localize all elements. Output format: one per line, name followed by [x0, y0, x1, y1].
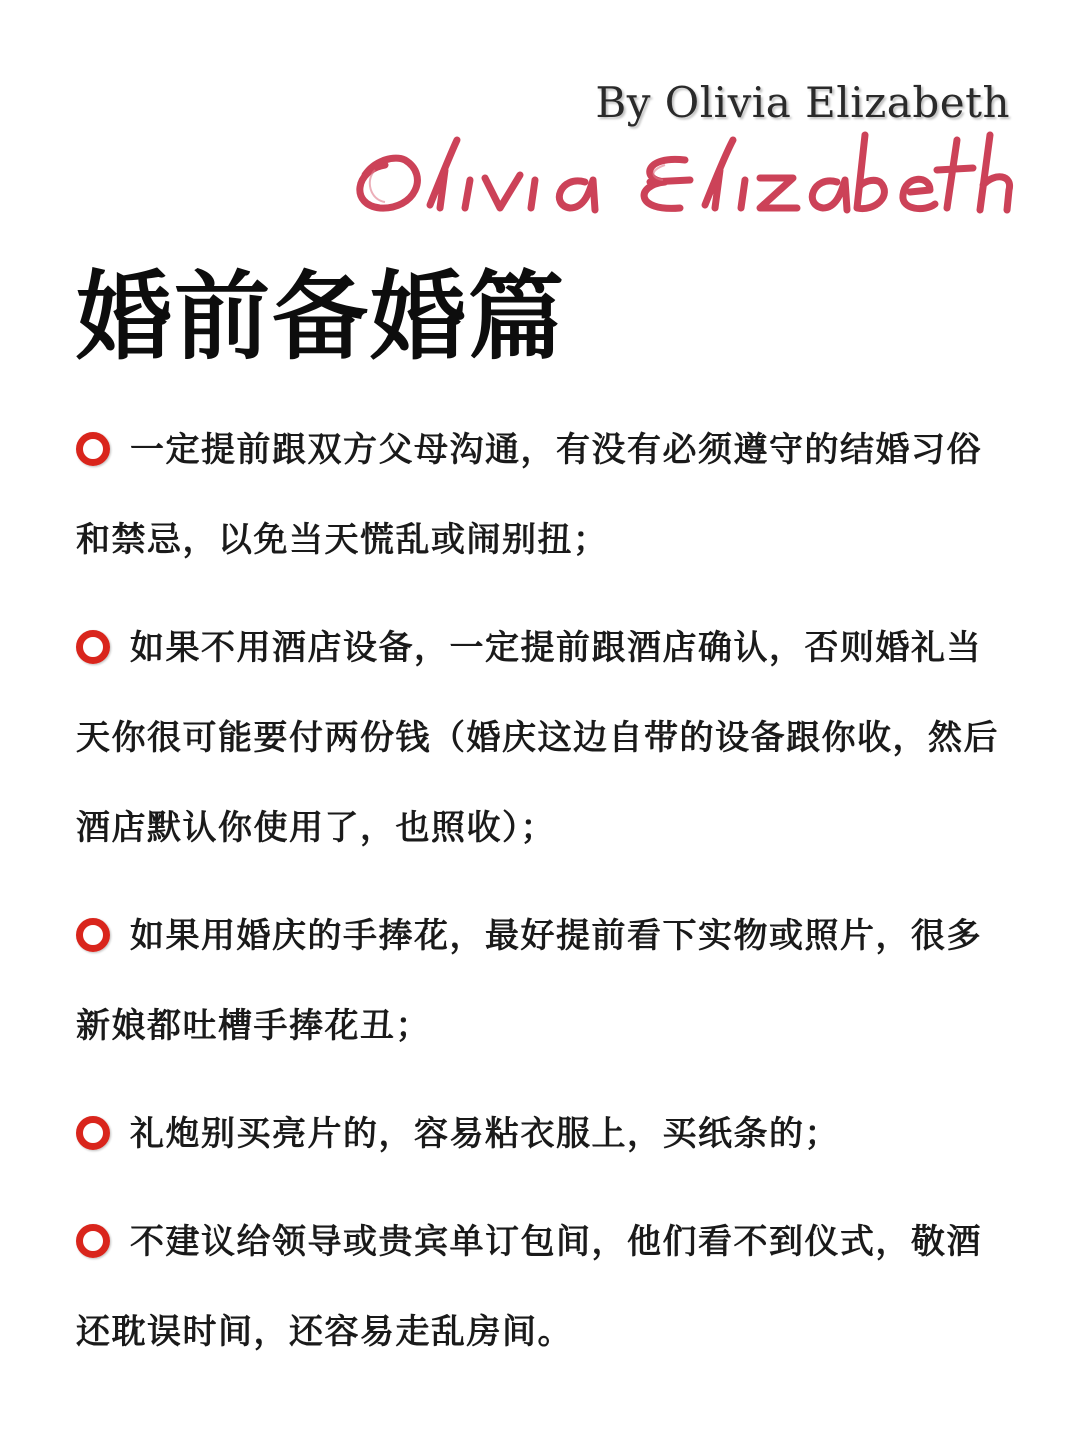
page-title: 婚前备婚篇: [76, 260, 566, 373]
red-ring-icon: [76, 630, 110, 664]
list-item: [76, 1197, 1016, 1377]
list-item: [76, 603, 1016, 873]
list-item-text: 一定提前跟双方父母沟通，有没有必须遵守的结婚习俗和禁忌，以免当天慌乱或闹别扭；: [76, 430, 982, 560]
list-item-text: 不建议给领导或贵宾单订包间，他们看不到仪式，敬酒还耽误时间，还容易走乱房间。: [76, 1222, 982, 1352]
byline: By Olivia Elizabeth: [595, 78, 1010, 127]
list-item-text: 如果用婚庆的手捧花，最好提前看下实物或照片，很多新娘都吐槽手捧花丑；: [76, 916, 982, 1046]
list-item: [76, 1089, 1016, 1179]
red-ring-icon: [76, 1116, 110, 1150]
list-item-text: 礼炮别买亮片的，容易粘衣服上，买纸条的；: [130, 1114, 840, 1154]
signature-logo: [345, 120, 1035, 230]
list-item: [76, 405, 1016, 585]
tips-list: [76, 405, 1016, 1395]
list-item: [76, 891, 1016, 1071]
red-ring-icon: [76, 1224, 110, 1258]
list-item-text: 如果不用酒店设备，一定提前跟酒店确认，否则婚礼当天你很可能要付两份钱（婚庆这边自带的设备跟你收，然后酒店默认你使用了，也照收）；: [76, 628, 999, 848]
red-ring-icon: [76, 918, 110, 952]
red-ring-icon: [76, 432, 110, 466]
